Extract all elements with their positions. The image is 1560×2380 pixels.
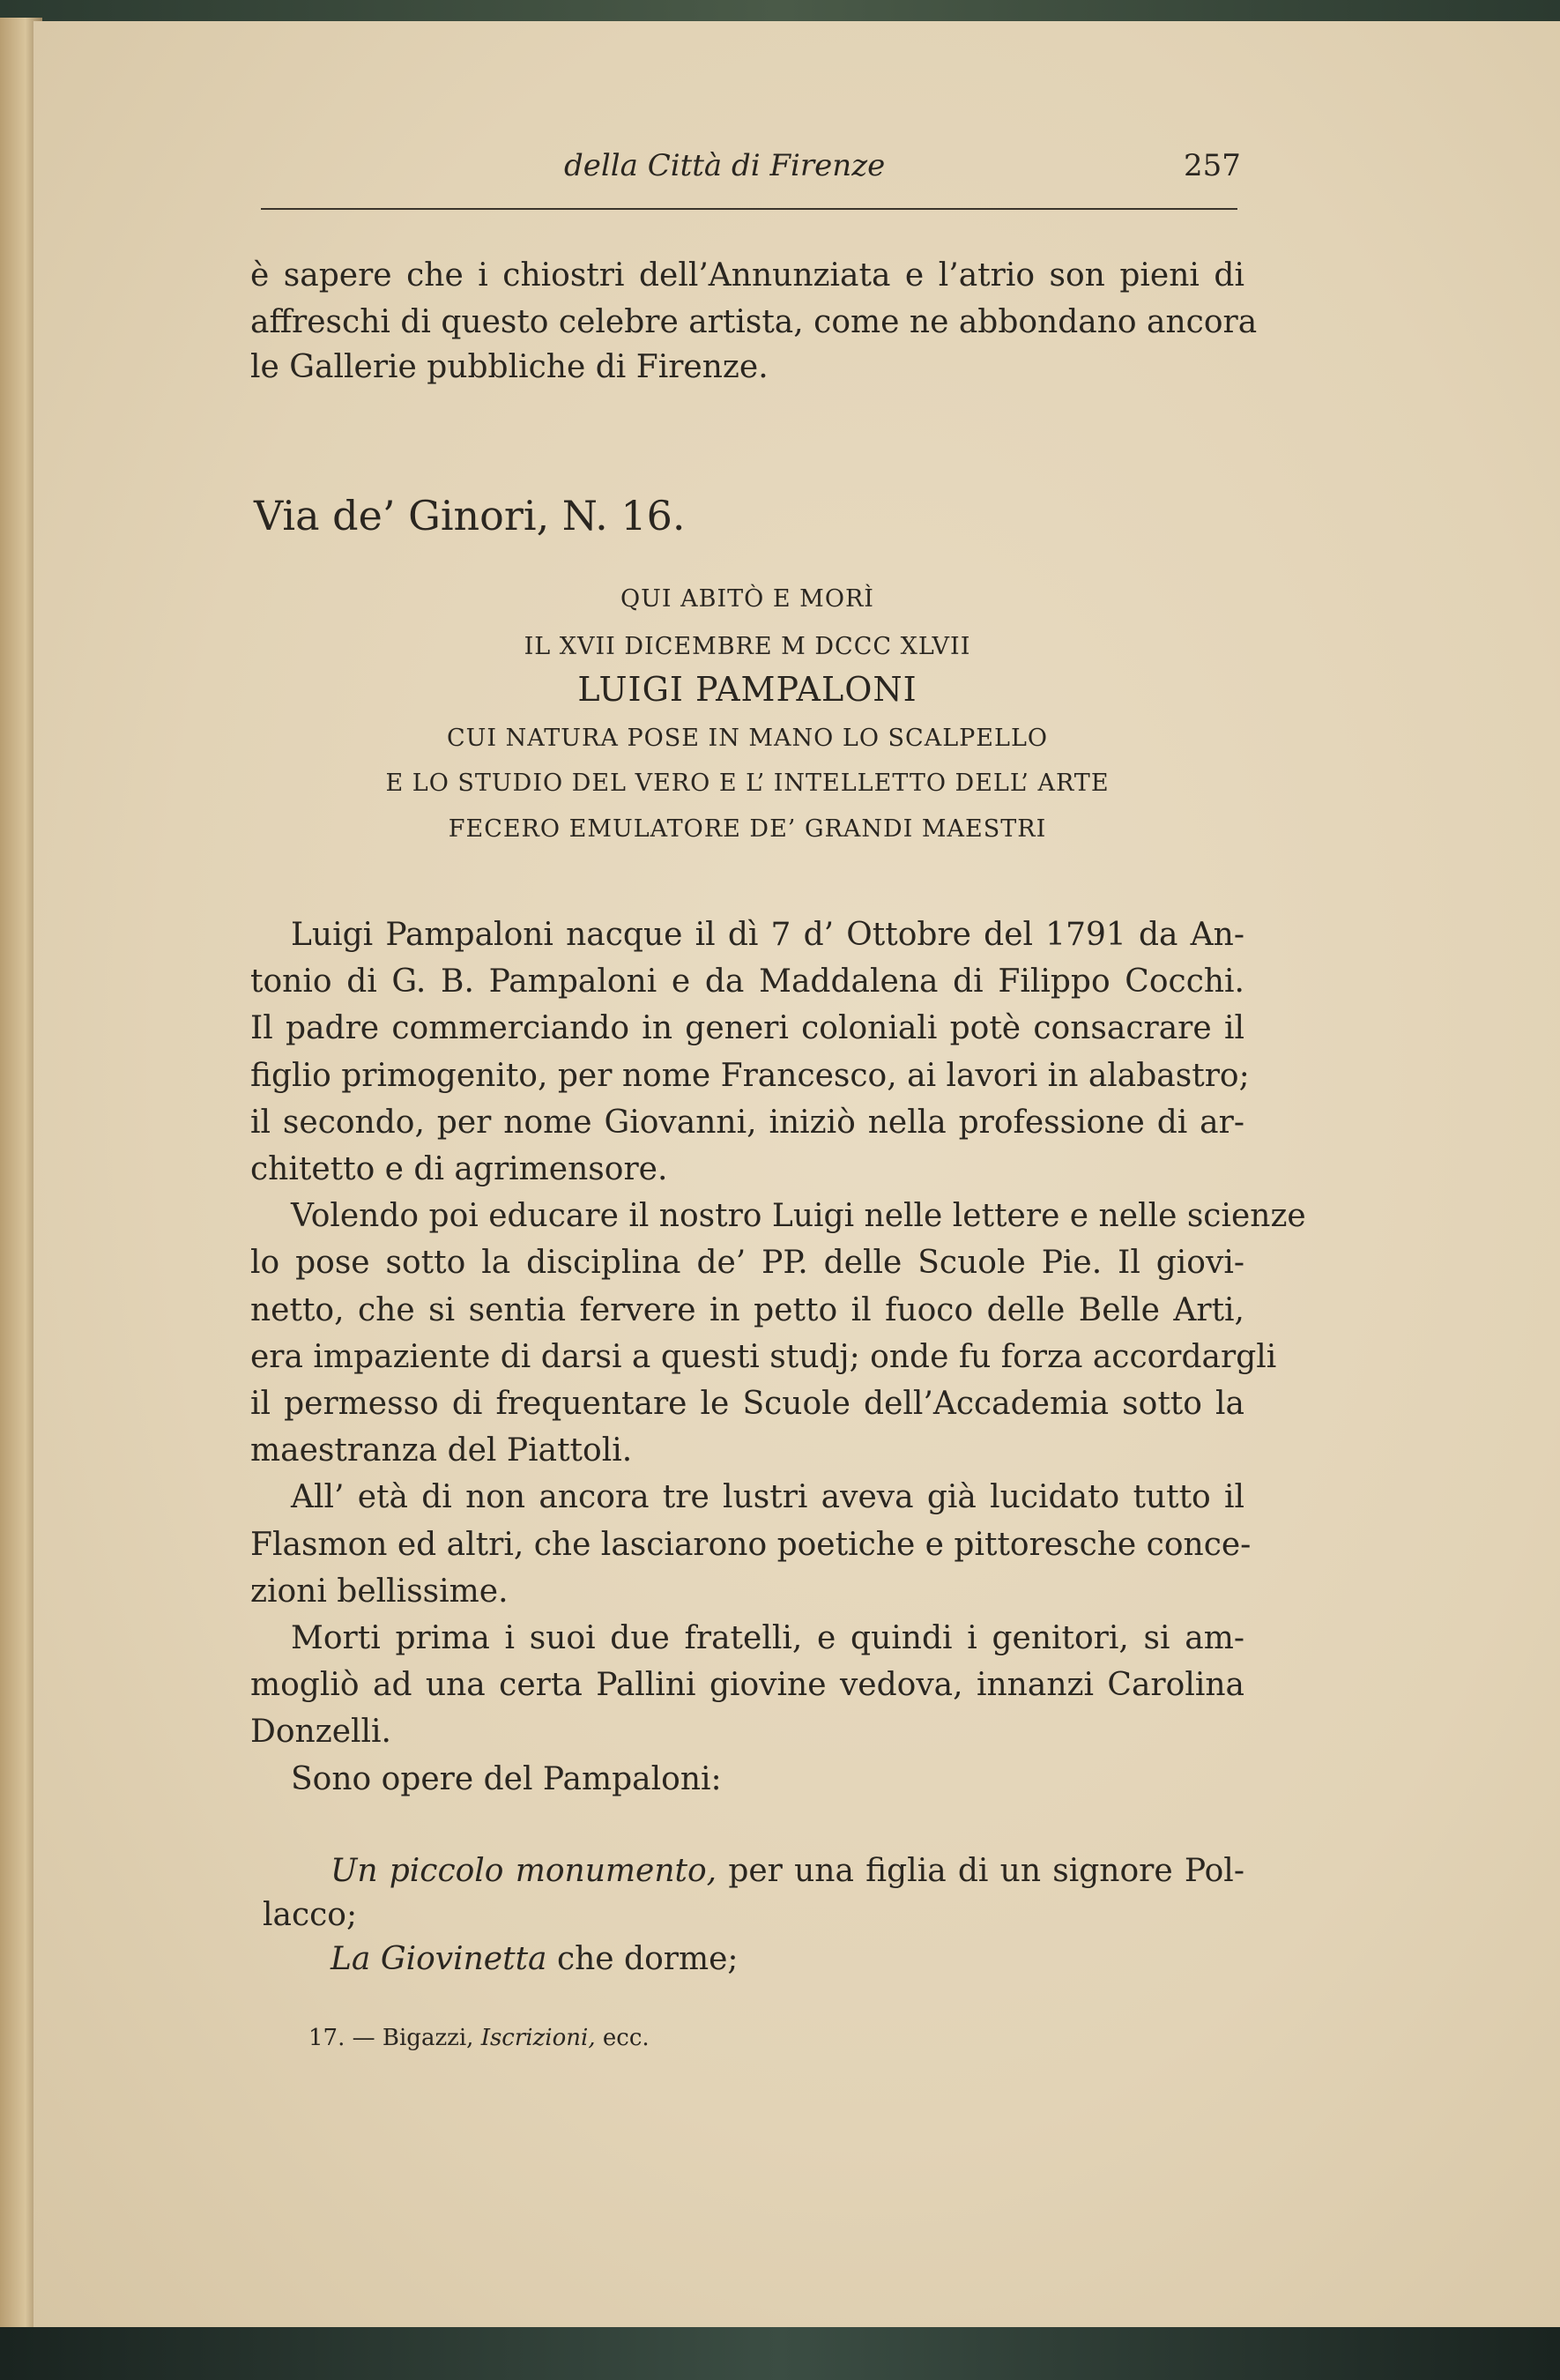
- text-line: figlio primogenito, per nome Francesco, ai lavori in alabastro;: [250, 1057, 1250, 1094]
- text-line: chitetto e di agrimensore.: [250, 1151, 668, 1187]
- work-title: La Giovinetta: [331, 1941, 547, 1977]
- footer-signature: [308, 2025, 650, 2051]
- text-line: le Gallerie pubbliche di Firenze.: [250, 349, 769, 385]
- signature-title: Iscrizioni,: [480, 2025, 596, 2051]
- work-desc: che dorme;: [556, 1941, 739, 1977]
- signature-rest: ecc.: [602, 2025, 650, 2051]
- work-item-1: [331, 1853, 1244, 1889]
- scan-bottom-border: [0, 2327, 1560, 2380]
- work-title: Un piccolo monumento,: [331, 1853, 717, 1889]
- text-line: Flasmon ed altri, che lasciarono poetiche e pittoresche conce-: [250, 1526, 1252, 1563]
- text-line: il permesso di frequentare le Scuole dell’Accademia sotto la: [250, 1386, 1244, 1422]
- text-line: tonio di G. B. Pampaloni e da Maddalena di Filippo Cocchi.: [250, 963, 1244, 1000]
- text-line: Il padre commerciando in generi coloniali potè consacrare il: [250, 1010, 1244, 1047]
- work-desc: per una figlia di un signore Pol-: [728, 1853, 1244, 1889]
- inscription-line: IL XVII DICEMBRE M DCCC XLVII: [524, 633, 971, 660]
- running-title: della Città di Firenze: [564, 148, 886, 183]
- page-number: 257: [1184, 148, 1241, 183]
- inscription-line: CUI NATURA POSE IN MANO LO SCALPELLO: [446, 725, 1049, 752]
- text-line: mogliò ad una certa Pallini giovine vedova, innanzi Carolina: [250, 1667, 1244, 1704]
- text-line: Sono opere del Pampaloni:: [291, 1760, 722, 1797]
- text-line: All’ età di non ancora tre lustri aveva già lucidato tutto il: [291, 1479, 1244, 1516]
- work-item-2: [331, 1941, 739, 1977]
- work-item-1-cont: lacco;: [263, 1897, 358, 1933]
- header-rule: [261, 208, 1237, 210]
- text-line: il secondo, per nome Giovanni, iniziò nella professione di ar-: [250, 1104, 1244, 1141]
- inscription-line: E LO STUDIO DEL VERO E L’ INTELLETTO DELL’ ARTE: [385, 770, 1110, 797]
- text-line: è sapere che i chiostri dell’Annunziata e l’atrio son pieni di: [250, 257, 1244, 294]
- text-line: Donzelli.: [250, 1714, 391, 1751]
- text-line: maestranza del Piattoli.: [250, 1432, 633, 1469]
- inscription-line: LUIGI PAMPALONI: [577, 670, 917, 709]
- text-line: Luigi Pampaloni nacque il dì 7 d’ Ottobre del 1791 da An-: [291, 917, 1244, 953]
- text-line: lo pose sotto la disciplina de’ PP. delle Scuole Pie. Il giovi-: [250, 1245, 1244, 1282]
- text-line: Volendo poi educare il nostro Luigi nelle lettere e nelle scienze: [291, 1198, 1306, 1235]
- inscription-line: QUI ABITÒ E MORÌ: [620, 585, 874, 613]
- text-line: Morti prima i suoi due fratelli, e quindi i genitori, si am-: [291, 1620, 1244, 1656]
- section-heading: Via de’ Ginori, N. 16.: [254, 492, 686, 539]
- text-line: affreschi di questo celebre artista, come ne abbondano ancora: [250, 304, 1258, 340]
- inscription-line: FECERO EMULATORE DE’ GRANDI MAESTRI: [448, 815, 1047, 843]
- text-line: zioni bellissime.: [250, 1573, 509, 1610]
- text-line: netto, che si sentia fervere in petto il fuoco delle Belle Arti,: [250, 1291, 1244, 1328]
- text-line: era impaziente di darsi a questi studj; onde fu forza accordargli: [250, 1338, 1277, 1375]
- signature-author: 17. — Bigazzi,: [308, 2025, 474, 2051]
